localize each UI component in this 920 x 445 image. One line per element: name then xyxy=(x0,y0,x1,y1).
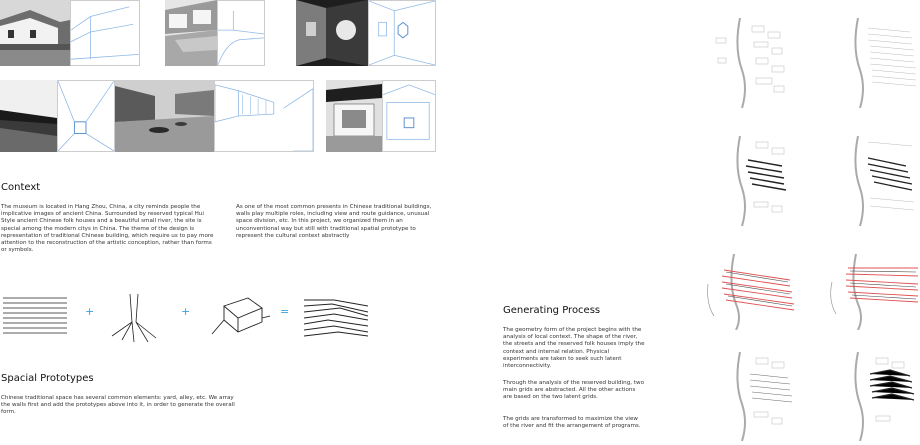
generating-title: Generating Process xyxy=(503,305,601,316)
context-paragraph-2: As one of the most common presents in Chinese traditional buildings, walls play multiple roles, including view and route guidance, unusual space division, etc. In this project, we organized them in an unconventional way but still with traditional spatial prototype to represent the cultural context abstractly xyxy=(236,204,432,239)
site-plan-step-1 xyxy=(712,18,800,108)
context-title: Context xyxy=(1,182,41,193)
photo-canal-houses-2 xyxy=(165,0,217,66)
sketch-canal-houses-1 xyxy=(70,0,140,66)
generating-paragraph-1: The geometry form of the project begins with the analysis of local context. The shape of the river, the streets and the reserved folk houses imply the context and internal relation. Physical experiments are taken to seek such latent interconnectivity. xyxy=(503,327,645,370)
sketch-canal-boats xyxy=(214,80,314,152)
generating-paragraph-3: The grids are transformed to maximize the view of the river and fit the arrangement of programs. xyxy=(503,416,641,430)
photo-moon-gate xyxy=(296,0,368,66)
operator-plus-2: + xyxy=(181,305,191,318)
sketch-moon-gate xyxy=(368,0,436,66)
photo-white-wall-alley xyxy=(0,80,57,152)
photo-canal-boats xyxy=(115,80,214,152)
operator-equals: = xyxy=(280,305,290,318)
site-plan-step-7 xyxy=(712,352,800,441)
site-plan-step-8 xyxy=(830,352,920,441)
site-plan-step-6 xyxy=(826,254,920,330)
site-plan-step-5 xyxy=(704,254,800,330)
prototypes-title: Spacial Prototypes xyxy=(1,373,94,384)
sketch-canal-houses-2 xyxy=(217,0,265,66)
photo-courtyard-gate xyxy=(326,80,382,152)
site-plan-step-4 xyxy=(830,136,920,226)
sketch-white-wall-alley xyxy=(57,80,115,152)
prototype-yard-diagram xyxy=(210,294,270,338)
operator-plus-1: + xyxy=(85,305,95,318)
sketch-courtyard-gate xyxy=(382,80,436,152)
prototypes-paragraph: Chinese traditional space has several common elements: yard, alley, etc. We array the walls first and add the prototypes above into it, in order to generate the overall form. xyxy=(1,395,235,416)
photo-canal-houses-1 xyxy=(0,0,70,66)
site-plan-step-3 xyxy=(712,136,800,226)
prototype-alley-diagram xyxy=(108,292,160,342)
context-paragraph-1: The museum is located in Hang Zhou, China, a city reminds people the implicative images of ancient China. Surrounded by reserved typical Hui Style ancient Chinese folk houses and a beautiful small river, the site is special among the modern citys in China. The theme of the design is representation of traditional Chinese building, which require us to pay more attention to the reconstruction of the artistic conception, rather than forms or symbols. xyxy=(1,204,214,254)
site-plan-step-2 xyxy=(830,18,920,108)
generating-paragraph-2: Through the analysis of the reserved building, two main grids are abstracted. All the other actions are based on the two latent grids. xyxy=(503,380,644,401)
prototype-result-diagram xyxy=(304,296,368,340)
prototype-walls-diagram xyxy=(3,296,67,338)
